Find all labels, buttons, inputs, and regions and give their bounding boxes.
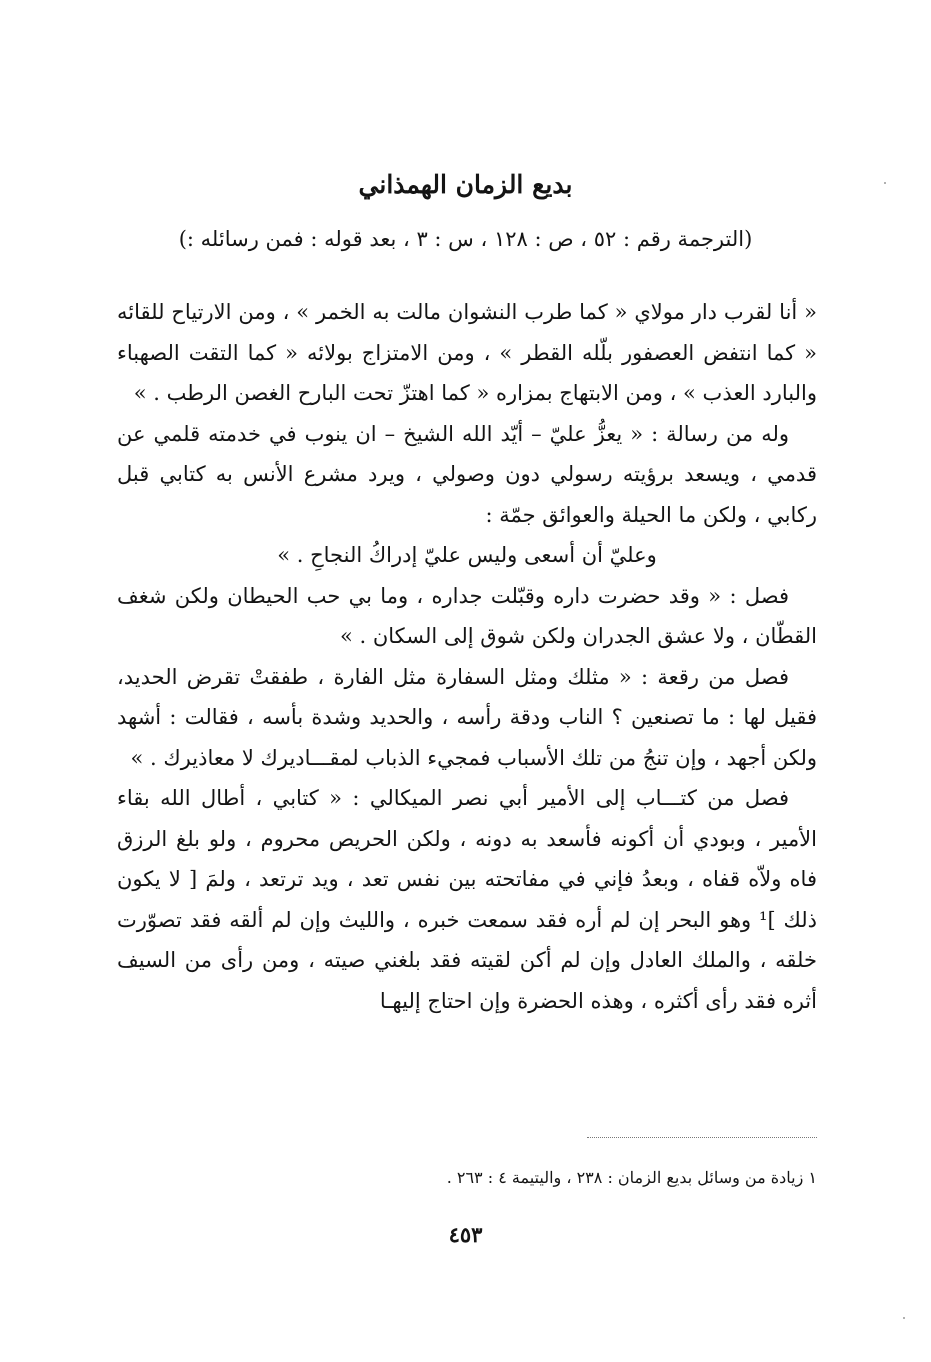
footnote-divider <box>587 1137 817 1138</box>
page-title: بديع الزمان الهمذاني <box>358 170 573 199</box>
paragraph-section-house: فصل : « وقد حضرت داره وقبّلت جداره ، وما بي حب الحيطان ولكن شغف القطّان ، ولا عشق الجدران ولكن شوق إلى السكان . » <box>117 583 817 648</box>
page-number: ٤٥٣ <box>448 1222 483 1247</box>
paper-speck <box>903 1317 905 1319</box>
footnote: ١ زيادة من وسائل بديع الزمان : ٢٣٨ ، واليتيمة ٤ : ٢٦٣ . <box>446 1168 817 1187</box>
paragraph-section-emir: فصل من كتـــاب إلى الأمير أبي نصر الميكالي : « كتابي ، أطال الله بقاء الأمير ، وبودي أن أكونه فأسعد به دونه ، ولكن الحريص محروم ، ولو بلغ الرزق فاه ولاّه قفاه ، وبعدُ فإني في مفاتحته بين نفس تعد ، ويد ترتعد ، ولمَ [ لا يكون ذلك ]¹ وهو البحر إن لم أره فقد سمعت خبره ، والليث وإن لم ألقه فقد تصوّرت خلقه ، والملك العادل وإن لم أكن لقيته فقد بلغني صيته ، ومن رأى من السيف أثره فقد رأى أكثره ، وهذه الحضرة وإن احتاج إليهـا <box>117 786 817 1013</box>
main-text <box>117 292 817 1021</box>
biography-reference: (الترجمة رقم : ٥٢ ، ص : ١٢٨ ، س : ٣ ، بعد قوله : فمن رسائله :) <box>178 227 753 251</box>
paper-speck <box>884 182 886 184</box>
verse-line: وعليّ أن أسعى وليس عليّ إدراكُ النجاحِ . » <box>277 543 657 567</box>
paragraph-section-mouse: فصل من رقعة : « مثلك ومثل السفارة مثل الفارة ، طفقتْ تقرض الحديد، فقيل لها : ما تصنعين ؟ الناب ودقة رأسه ، والحديد وشدة بأسه ، فقالت : أشهد ولكن أجهد ، وإن تنجُ من تلك الأسباب فمجيء الذباب لمقـــاديرك لا معاذيرك . » <box>117 664 817 770</box>
paragraph-letter-opening: « أنا لقرب دار مولاي « كما طرب النشوان مالت به الخمر » ، ومن الارتياح للقائه « كما انتفض العصفور بلّله القطر » ، ومن الامتزاج بولائه « كما التقت الصهباء والبارد العذب » ، ومن الابتهاج بمزاره « كما اهتزّ تحت البارح الغصن الرطب . » <box>117 300 817 405</box>
paragraph-letter-excerpt: وله من رسالة : « يعزُّ عليّ – أيّد الله الشيخ – ان ينوب في خدمته قلمي عن قدمي ، ويسعد برؤيته رسولي دون وصولي ، ويرد مشرع الأنس به كتابي قبل ركابي ، ولكن ما الحيلة والعوائق جمّة : <box>117 421 817 527</box>
